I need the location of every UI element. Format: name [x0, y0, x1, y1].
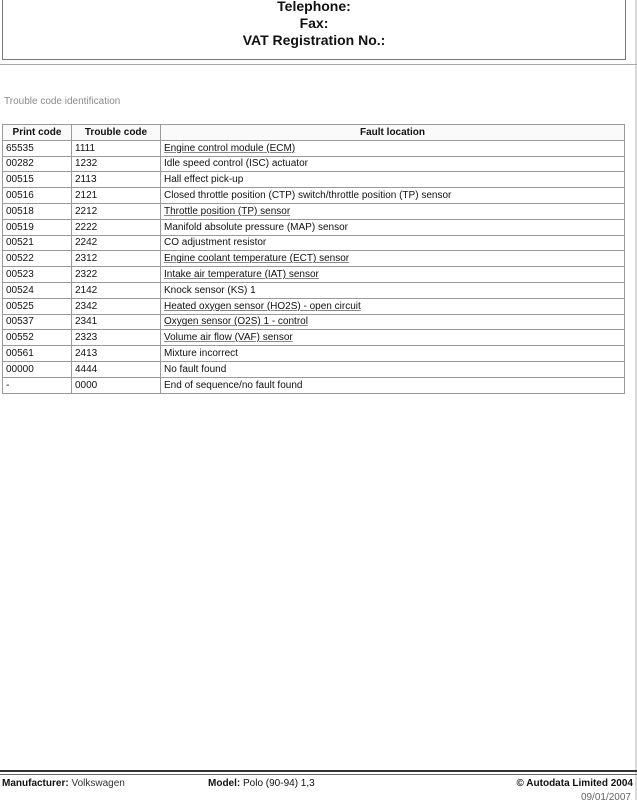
trouble-code-cell: 2121 [72, 188, 161, 204]
trouble-code-cell: 2413 [72, 346, 161, 362]
table-row [3, 282, 625, 298]
trouble-code-cell: 4444 [72, 361, 161, 377]
table-row [3, 330, 625, 346]
column-header-trouble-code: Trouble code [72, 125, 161, 141]
fault-location-cell: No fault found [161, 361, 625, 377]
trouble-code-cell: 2142 [72, 282, 161, 298]
footer-date: 09/01/2007 [580, 792, 631, 803]
print-code-cell: 00521 [3, 235, 72, 251]
fault-location-cell: End of sequence/no fault found [161, 377, 625, 393]
footer-divider-thick [0, 770, 637, 772]
print-code-cell: 00000 [3, 361, 72, 377]
fault-location-cell[interactable]: Oxygen sensor (O2S) 1 - control [161, 314, 625, 330]
fault-location-cell: Closed throttle position (CTP) switch/throttle position (TP) sensor [161, 188, 625, 204]
trouble-code-cell: 2222 [72, 219, 161, 235]
table-row [3, 188, 625, 204]
vat-label: VAT Registration No.: [242, 32, 386, 48]
table-row [3, 203, 625, 219]
trouble-code-cell: 2212 [72, 203, 161, 219]
contact-header-box [2, 0, 626, 60]
footer-manufacturer [2, 778, 125, 789]
telephone-label: Telephone: [277, 0, 351, 14]
table-row [3, 346, 625, 362]
fault-location-cell: Hall effect pick-up [161, 172, 625, 188]
fault-location-cell: CO adjustment resistor [161, 235, 625, 251]
print-code-cell: 00524 [3, 282, 72, 298]
trouble-code-cell: 1111 [72, 140, 161, 156]
column-header-print-code: Print code [3, 125, 72, 141]
table-header-row [3, 125, 625, 141]
print-code-cell: 00552 [3, 330, 72, 346]
table-row [3, 219, 625, 235]
table-row [3, 172, 625, 188]
print-code-cell: 00561 [3, 346, 72, 362]
print-code-cell: 00515 [3, 172, 72, 188]
table-row [3, 267, 625, 283]
fault-location-cell[interactable]: Engine control module (ECM) [161, 140, 625, 156]
trouble-code-cell: 2322 [72, 267, 161, 283]
manufacturer-label: Manufacturer: [2, 778, 69, 789]
trouble-code-cell: 2323 [72, 330, 161, 346]
trouble-code-cell: 2113 [72, 172, 161, 188]
print-code-cell: 65535 [3, 140, 72, 156]
trouble-code-cell: 2242 [72, 235, 161, 251]
fault-location-cell[interactable]: Intake air temperature (IAT) sensor [161, 267, 625, 283]
trouble-code-cell: 2312 [72, 251, 161, 267]
table-body [3, 140, 625, 393]
fault-location-cell[interactable]: Volume air flow (VAF) sensor [161, 330, 625, 346]
trouble-code-cell: 1232 [72, 156, 161, 172]
fault-location-cell[interactable]: Heated oxygen sensor (HO2S) - open circuit [161, 298, 625, 314]
print-code-cell: - [3, 377, 72, 393]
fault-location-cell[interactable]: Engine coolant temperature (ECT) sensor [161, 251, 625, 267]
section-title: Trouble code identification [4, 96, 121, 107]
model-label: Model: [208, 778, 241, 789]
fault-location-cell: Mixture incorrect [161, 346, 625, 362]
print-code-cell: 00537 [3, 314, 72, 330]
print-code-cell: 00516 [3, 188, 72, 204]
fault-location-cell: Manifold absolute pressure (MAP) sensor [161, 219, 625, 235]
table-row [3, 235, 625, 251]
fault-location-cell: Knock sensor (KS) 1 [161, 282, 625, 298]
print-code-cell: 00518 [3, 203, 72, 219]
print-code-cell: 00282 [3, 156, 72, 172]
table-row [3, 314, 625, 330]
print-code-cell: 00519 [3, 219, 72, 235]
model-value: Polo (90-94) 1,3 [243, 778, 315, 789]
fault-location-cell[interactable]: Throttle position (TP) sensor [161, 203, 625, 219]
print-code-cell: 00525 [3, 298, 72, 314]
table-row [3, 156, 625, 172]
header-divider [0, 64, 637, 65]
fax-label: Fax: [299, 15, 329, 31]
table-row [3, 361, 625, 377]
table-row [3, 298, 625, 314]
footer-model [208, 778, 315, 789]
trouble-code-cell: 2342 [72, 298, 161, 314]
footer-divider-thin [0, 774, 637, 775]
table-row [3, 251, 625, 267]
column-header-fault-location: Fault location [161, 125, 625, 141]
footer-copyright: © Autodata Limited 2004 [516, 778, 633, 789]
table-row [3, 140, 625, 156]
trouble-code-cell: 0000 [72, 377, 161, 393]
trouble-code-table [2, 124, 625, 394]
fault-location-cell: Idle speed control (ISC) actuator [161, 156, 625, 172]
print-code-cell: 00523 [3, 267, 72, 283]
table-row [3, 377, 625, 393]
print-code-cell: 00522 [3, 251, 72, 267]
trouble-code-cell: 2341 [72, 314, 161, 330]
manufacturer-value: Volkswagen [71, 778, 125, 789]
